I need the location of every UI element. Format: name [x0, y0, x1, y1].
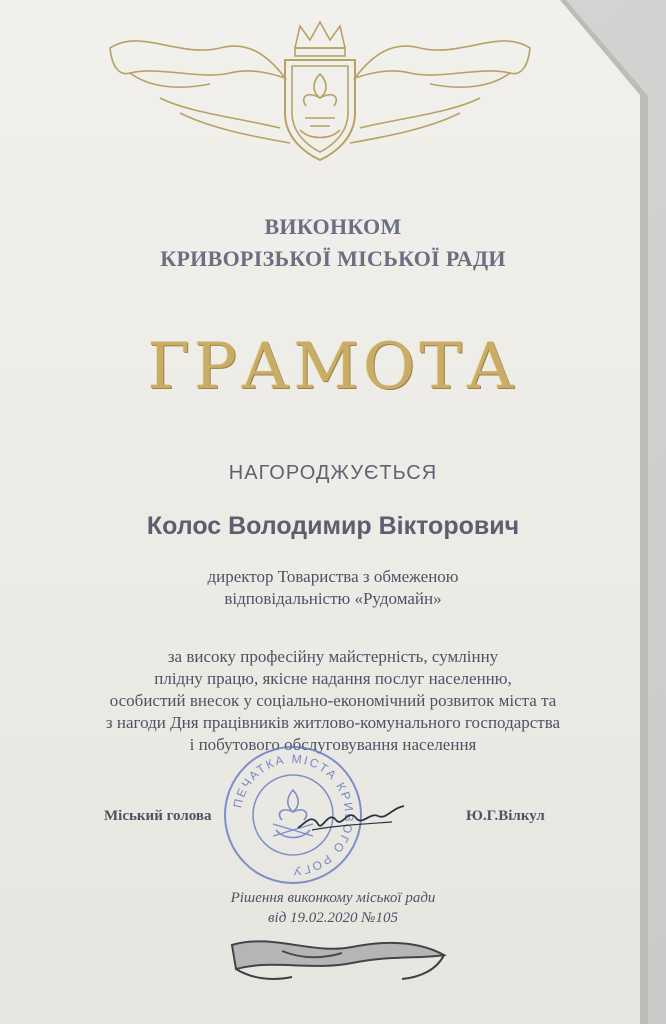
handwritten-signature [292, 800, 412, 840]
reason-line: за високу професійну майстерність, сумлінну [167, 647, 499, 666]
recipient-name: Колос Володимир Вікторович [146, 512, 520, 540]
city-emblem-icon [100, 18, 540, 168]
org-line-2: КРИВОРІЗЬКОЇ МІСЬКОЇ РАДИ [160, 246, 506, 271]
awarded-label: НАГОРОДЖУЄТЬСЯ [228, 462, 438, 484]
position-line: директор Товариства з обмеженою [207, 567, 459, 586]
certificate-title: ГРАМОТА [147, 330, 519, 404]
stamp-text: ПЕЧАТКА МІСТА КРИВОГО РОГУ [230, 751, 357, 879]
mayor-label: Міський голова [104, 808, 212, 824]
mayor-name: Ю.Г.Вілкул [466, 808, 545, 824]
decision-reference [0, 888, 666, 928]
reason-line: з нагоди Дня працівників житлово-комунального господарства [105, 713, 561, 732]
reason-line: особистий внесок у соціально-економічний розвиток міста та [109, 691, 557, 710]
ribbon-ornament-icon [222, 925, 452, 995]
reason-line: плідну працю, якісне надання послуг населенню, [154, 669, 512, 688]
decision-line-2: від 19.02.2020 №105 [268, 910, 398, 926]
recipient-position [0, 566, 666, 610]
org-line-1: ВИКОНКОМ [264, 214, 402, 239]
position-line: відповідальністю «Рудомайн» [224, 589, 442, 608]
decision-line-1: Рішення виконкому міської ради [230, 890, 436, 906]
reason-line: і побутового обслуговування населення [189, 735, 477, 754]
